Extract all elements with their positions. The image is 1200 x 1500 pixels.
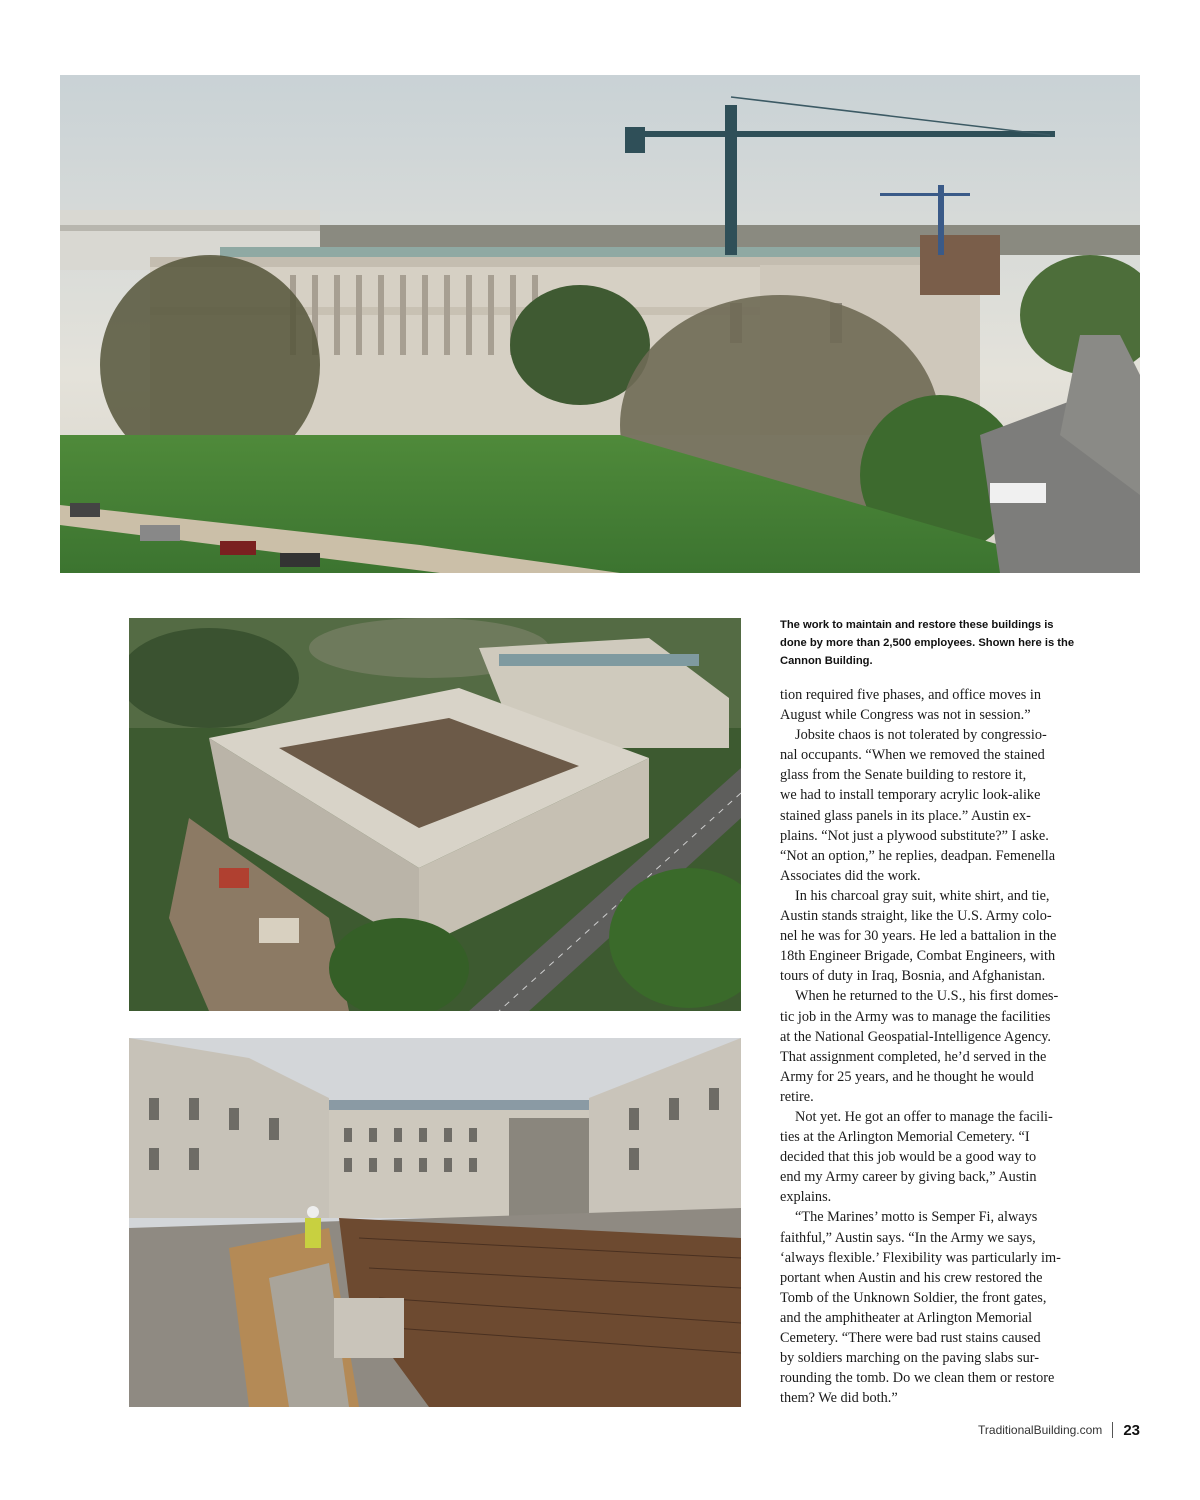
body-line: Not yet. He got an offer to manage the facili- bbox=[795, 1108, 1053, 1125]
body-line: retire. bbox=[780, 1088, 814, 1105]
body-line: nel he was for 30 years. He led a battalion in the bbox=[780, 928, 1057, 945]
body-line: plains. “Not just a plywood substitute?” I aske. bbox=[780, 827, 1049, 844]
body-line: ‘always flexible.’ Flexibility was particularly im- bbox=[780, 1249, 1061, 1266]
body-line: faithful,” Austin says. “In the Army we says, bbox=[780, 1229, 1036, 1246]
body-line: Tomb of the Unknown Soldier, the front gates, bbox=[780, 1289, 1047, 1306]
cannon-building-photo bbox=[60, 75, 1140, 573]
body-line: them? We did both.” bbox=[780, 1390, 898, 1407]
body-line: and the amphitheater at Arlington Memorial bbox=[780, 1309, 1033, 1326]
body-line: August while Congress was not in session.” bbox=[780, 707, 1031, 724]
body-line: tion required five phases, and office moves in bbox=[780, 687, 1041, 703]
body-line: we had to install temporary acrylic look-alike bbox=[780, 787, 1041, 804]
body-line: “Not an option,” he replies, deadpan. Femenella bbox=[780, 847, 1056, 864]
body-line: ties at the Arlington Memorial Cemetery. “I bbox=[780, 1129, 1030, 1146]
body-line: Associates did the work. bbox=[780, 867, 921, 884]
body-line: Army for 25 years, and he thought he would bbox=[780, 1068, 1034, 1085]
article-body bbox=[780, 685, 1085, 1408]
body-line: That assignment completed, he’d served in the bbox=[780, 1048, 1047, 1065]
body-line: stained glass panels in its place.” Austin ex- bbox=[780, 807, 1031, 824]
footer-divider bbox=[1112, 1422, 1113, 1438]
body-line: When he returned to the U.S., his first domes- bbox=[795, 988, 1059, 1005]
body-line: tours of duty in Iraq, Bosnia, and Afghanistan. bbox=[780, 968, 1046, 985]
body-line: end my Army career by giving back,” Austin bbox=[780, 1169, 1037, 1186]
body-line: by soldiers marching on the paving slabs sur- bbox=[780, 1350, 1039, 1367]
page-number: 23 bbox=[1123, 1421, 1140, 1439]
body-line: Cemetery. “There were bad rust stains caused bbox=[780, 1330, 1041, 1346]
body-line: decided that this job would be a good way to bbox=[780, 1149, 1037, 1166]
body-line: portant when Austin and his crew restored the bbox=[780, 1269, 1043, 1286]
body-line: In his charcoal gray suit, white shirt, and tie, bbox=[795, 887, 1050, 904]
body-line: nal occupants. “When we removed the stained bbox=[780, 747, 1045, 764]
footer-site: TraditionalBuilding.com bbox=[978, 1423, 1103, 1437]
page-footer bbox=[978, 1418, 1140, 1442]
photo-caption: The work to maintain and restore these buildings is done by more than 2,500 employees. Shown here is the Cannon Building. bbox=[780, 619, 1075, 667]
body-line: Jobsite chaos is not tolerated by congressio- bbox=[795, 727, 1047, 744]
body-line: tic job in the Army was to manage the facilities bbox=[780, 1008, 1051, 1025]
aerial-renovation-photo bbox=[129, 618, 741, 1011]
body-line: glass from the Senate building to restore it, bbox=[780, 767, 1027, 784]
body-line: explains. bbox=[780, 1189, 832, 1206]
body-line: 18th Engineer Brigade, Combat Engineers, with bbox=[780, 948, 1056, 965]
body-line: “The Marines’ motto is Semper Fi, always bbox=[795, 1209, 1038, 1226]
body-line: Austin stands straight, like the U.S. Army colo- bbox=[780, 908, 1052, 925]
courtyard-formwork-photo bbox=[129, 1038, 741, 1407]
body-line: at the National Geospatial-Intelligence Agency. bbox=[780, 1028, 1052, 1045]
body-line: rounding the tomb. Do we clean them or restore bbox=[780, 1370, 1055, 1387]
